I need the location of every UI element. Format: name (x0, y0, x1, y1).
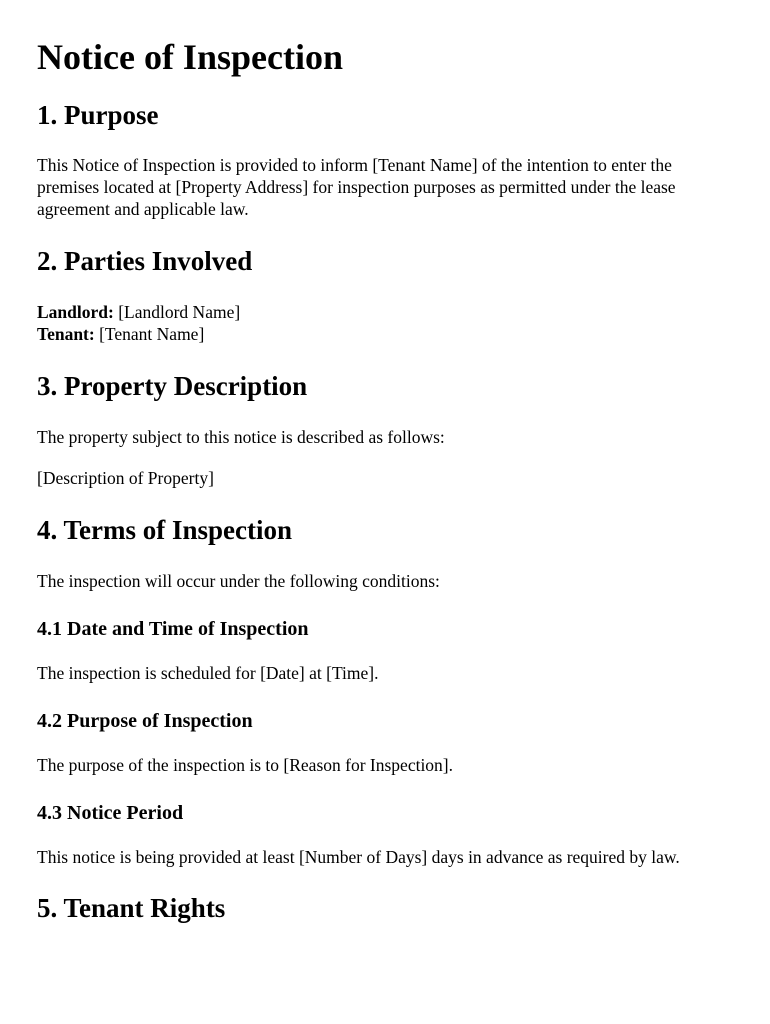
property-intro: The property subject to this notice is described as follows: (37, 427, 445, 447)
tenant-row (37, 324, 204, 344)
subsection-heading-notice-period: 4.3 Notice Period (37, 802, 184, 824)
parties-list (37, 301, 733, 345)
tenant-value: [Tenant Name] (99, 324, 205, 344)
property-description: [Description of Property] (37, 468, 214, 488)
landlord-label: Landlord: (37, 302, 114, 322)
subsection-heading-date-time: 4.1 Date and Time of Inspection (37, 618, 309, 640)
section-heading-tenant-rights: 5. Tenant Rights (37, 893, 226, 923)
section-heading-purpose: 1. Purpose (37, 100, 159, 130)
section-heading-property: 3. Property Description (37, 371, 308, 401)
landlord-row (37, 302, 240, 322)
tenant-label: Tenant: (37, 324, 95, 344)
terms-intro: The inspection will occur under the following conditions: (37, 571, 440, 591)
section-heading-parties: 2. Parties Involved (37, 246, 253, 276)
inspection-purpose-text: The purpose of the inspection is to [Reason for Inspection]. (37, 755, 454, 775)
subsection-heading-inspection-purpose: 4.2 Purpose of Inspection (37, 710, 253, 732)
document-title: Notice of Inspection (37, 37, 343, 77)
landlord-value: [Landlord Name] (118, 302, 241, 322)
date-time-text: The inspection is scheduled for [Date] at [Time]. (37, 663, 379, 683)
purpose-text: This Notice of Inspection is provided to inform [Tenant Name] of the intention to enter the premises located at [Property Address] for inspection purposes as permitted under the lease agreement and applicable law. (37, 155, 676, 219)
section-heading-terms: 4. Terms of Inspection (37, 515, 293, 545)
notice-period-text: This notice is being provided at least [Number of Days] days in advance as required by law. (37, 847, 680, 867)
